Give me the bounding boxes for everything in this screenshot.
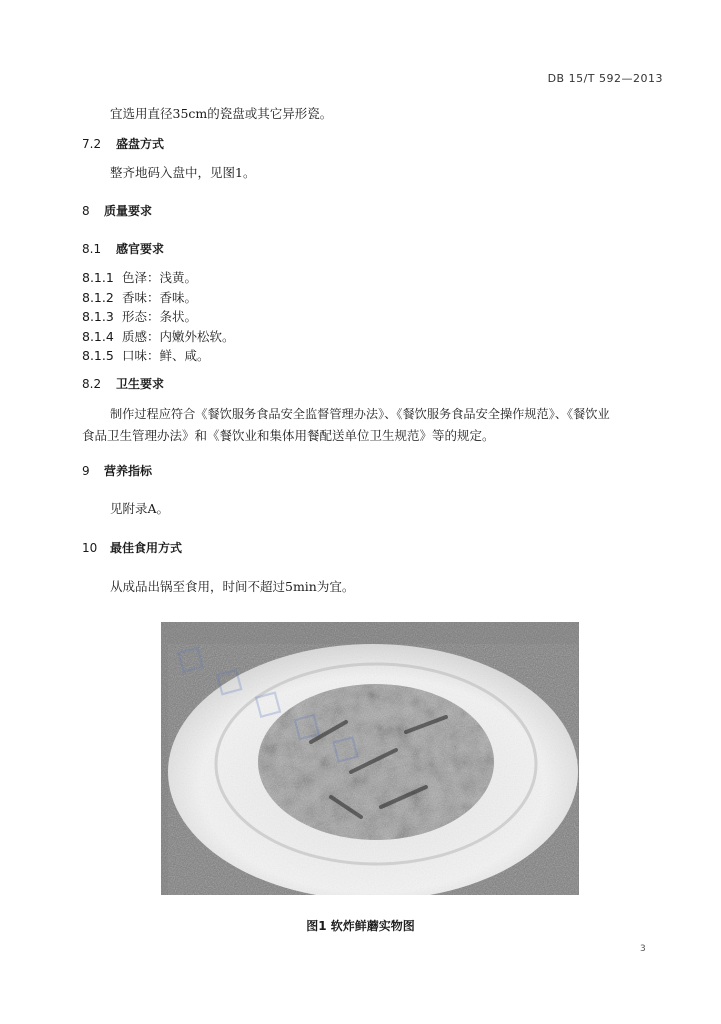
section-title: 卫生要求 (116, 377, 165, 391)
item-number: 8.1.2 (82, 290, 114, 305)
section-8-2-text-line-1: 制作过程应符合《餐饮服务食品安全监督管理办法》、《餐饮服务食品安全操作规范》、《餐饮业 (110, 407, 610, 421)
section-title: 最佳食用方式 (110, 541, 183, 555)
list-item (82, 268, 197, 286)
item-text: 香味：香味。 (122, 290, 198, 305)
section-9-heading (82, 462, 152, 479)
section-10-heading (82, 539, 182, 556)
section-number: 8.2 (82, 377, 102, 391)
section-number: 9 (82, 464, 90, 478)
section-title: 感官要求 (116, 242, 165, 256)
section-title: 质量要求 (104, 204, 153, 218)
section-9-text: 见附录A。 (110, 501, 170, 516)
list-item (82, 307, 197, 325)
section-number: 8 (82, 204, 90, 218)
section-number: 10 (82, 541, 98, 555)
section-7-2-heading (82, 135, 164, 152)
item-text: 口味：鲜、咸。 (122, 348, 210, 363)
figure-caption: 图1 软炸鲜蘑实物图 (306, 919, 415, 933)
item-text: 形态：条状。 (122, 309, 198, 324)
list-item (82, 346, 210, 364)
section-8-1-heading (82, 240, 164, 257)
standard-code: DB 15/T 592—2013 (547, 72, 663, 85)
list-item (82, 327, 235, 345)
section-8-2-heading (82, 375, 164, 392)
section-7-2-text: 整齐地码入盘中，见图1。 (110, 165, 256, 180)
item-number: 8.1.4 (82, 329, 114, 344)
item-text: 色泽：浅黄。 (122, 270, 198, 285)
item-number: 8.1.3 (82, 309, 114, 324)
item-text: 质感：内嫩外松软。 (122, 329, 235, 344)
item-number: 8.1.1 (82, 270, 114, 285)
item-number: 8.1.5 (82, 348, 114, 363)
section-title: 盛盘方式 (116, 137, 165, 151)
page-number: 3 (640, 944, 646, 954)
section-10-text: 从成品出锅至食用，时间不超过5min为宜。 (110, 579, 355, 594)
section-number: 7.2 (82, 137, 102, 151)
section-number: 8.1 (82, 242, 102, 256)
section-8-heading (82, 202, 152, 219)
watermark-stamp: ◇◇◇◇◇ (167, 630, 384, 782)
section-8-2-text-line-2: 食品卫生管理办法》和《餐饮业和集体用餐配送单位卫生规范》等的规定。 (82, 428, 495, 443)
list-item (82, 288, 197, 306)
plate-text: 宜选用直径35cm的瓷盘或其它异形瓷。 (110, 106, 333, 121)
section-title: 营养指标 (104, 464, 153, 478)
